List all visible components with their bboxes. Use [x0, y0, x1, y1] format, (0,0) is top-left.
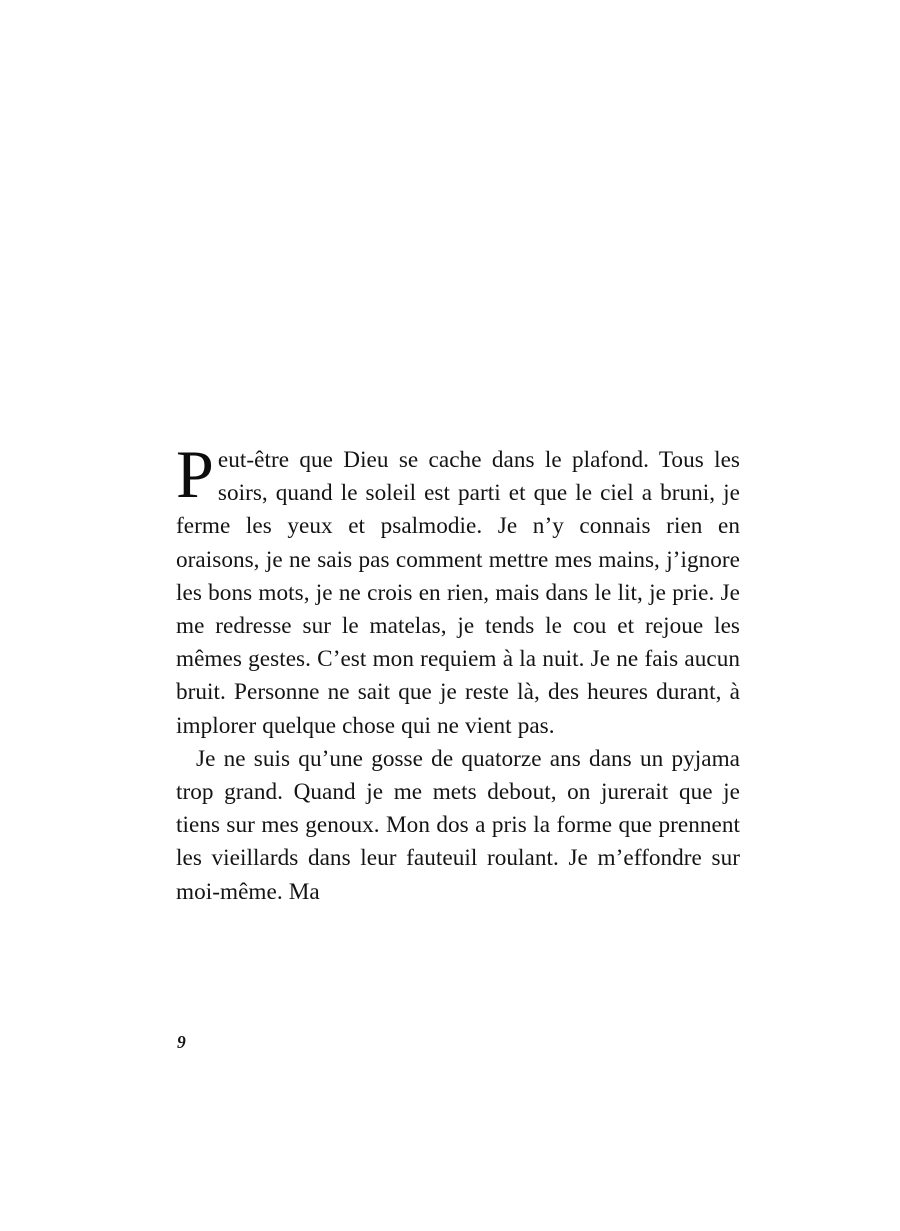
- paragraph-second: [176, 743, 740, 909]
- page-number: 9: [177, 1032, 186, 1052]
- page-text-block: [176, 436, 740, 909]
- paragraph-second-text: Je ne suis qu’une gosse de quatorze ans dans un pyjama trop grand. Quand je me mets debout, on jurerait que je tiens sur mes genoux. Mon dos a pris la forme que prennent les vieillards dans leur fauteuil roulant. Je m’effondre sur moi-même. Ma: [176, 745, 740, 905]
- paragraph-opening-text: eut-être que Dieu se cache dans le plafond. Tous les soirs, quand le soleil est parti et que le ciel a bruni, je ferme les yeux et psalmodie. Je n’y connais rien en oraisons, je ne sais pas comment mettre mes mains, j’ignore les bons mots, je ne crois en rien, mais dans le lit, je prie. Je me redresse sur le matelas, je tends le cou et rejoue les mêmes gestes. C’est mon requiem à la nuit. Je ne fais aucun bruit. Personne ne sait que je reste là, des heures durant, à implorer quelque chose qui ne vient pas.: [176, 447, 740, 739]
- drop-cap-initial: P: [176, 436, 214, 512]
- paragraph-opening: [176, 436, 740, 743]
